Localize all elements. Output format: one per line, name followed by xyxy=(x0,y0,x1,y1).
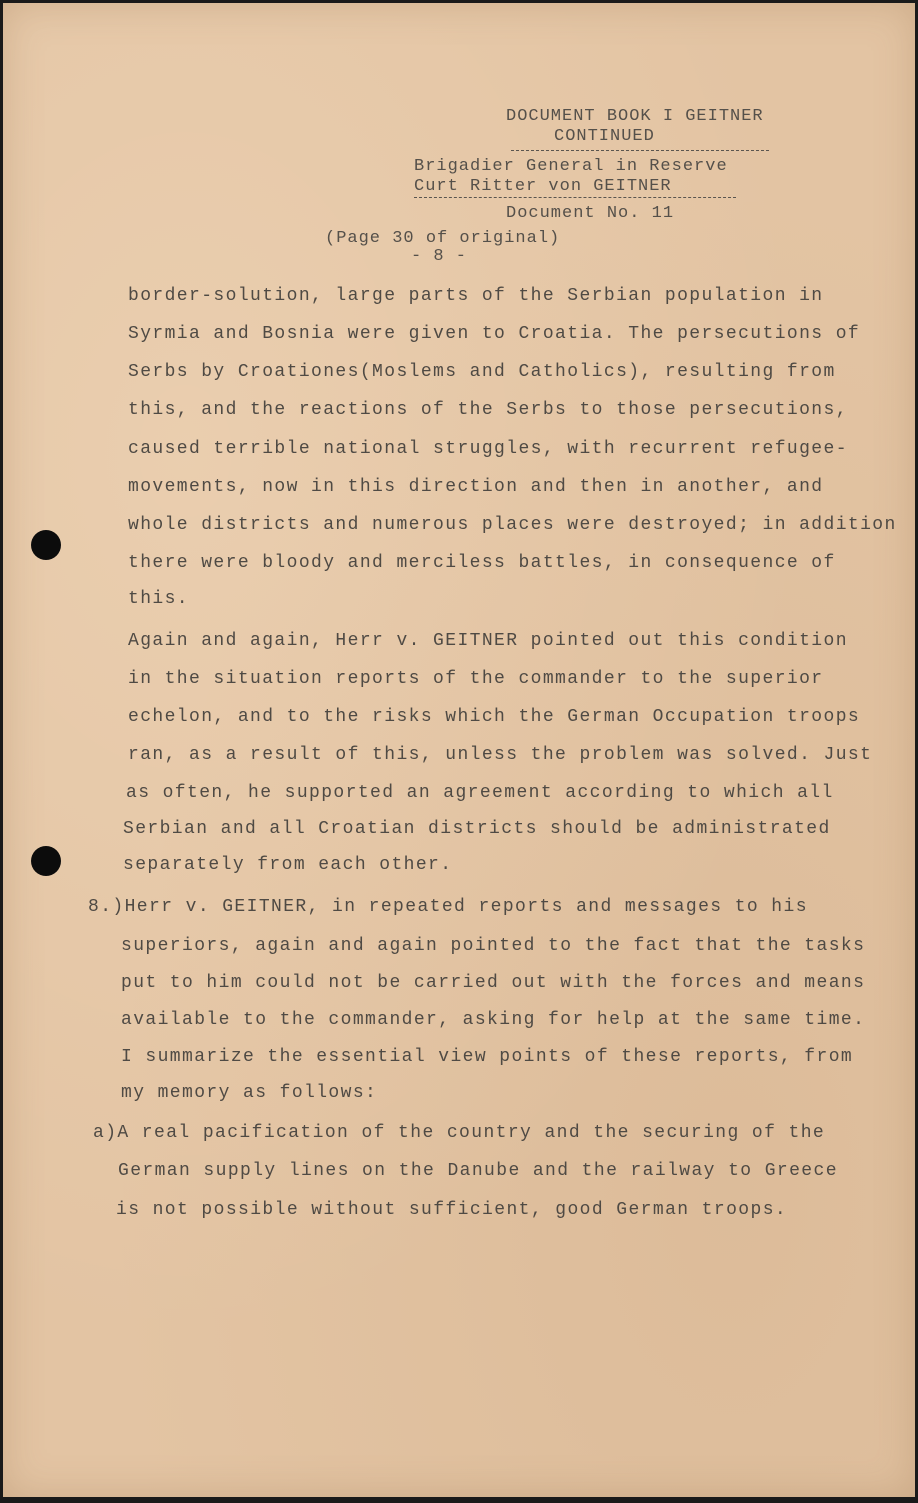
text-line: Syrmia and Bosnia were given to Croatia. The persecutions of xyxy=(128,324,861,344)
document-number: Document No. 11 xyxy=(506,204,675,223)
text-line: Again and again, Herr v. GEITNER pointed out this condition xyxy=(128,631,848,651)
text-line: is not possible without sufficient, good German troops. xyxy=(116,1200,788,1220)
page-number: - 8 - xyxy=(411,247,468,266)
text-line: this. xyxy=(128,589,190,609)
person-name: Curt Ritter von GEITNER xyxy=(414,177,672,196)
punch-hole-bottom xyxy=(31,846,61,876)
continued-underline xyxy=(511,150,769,151)
text-line: movements, now in this direction and then in another, and xyxy=(128,477,824,497)
text-line: German supply lines on the Danube and the railway to Greece xyxy=(118,1161,838,1181)
text-line: superiors, again and again pointed to the fact that the tasks xyxy=(121,936,866,956)
text-line: put to him could not be carried out with the forces and means xyxy=(121,973,866,993)
text-line: available to the commander, asking for help at the same time. xyxy=(121,1010,866,1030)
page-reference: (Page 30 of original) xyxy=(325,229,561,248)
text-line: 8.)Herr v. GEITNER, in repeated reports and messages to his xyxy=(88,897,808,917)
text-line: a)A real pacification of the country and the securing of the xyxy=(93,1123,826,1143)
text-line: my memory as follows: xyxy=(121,1083,378,1103)
continued-label: CONTINUED xyxy=(554,127,655,146)
text-line: as often, he supported an agreement according to which all xyxy=(126,783,834,803)
text-line: there were bloody and merciless battles, in consequence of xyxy=(128,553,836,573)
punch-hole-top xyxy=(31,530,61,560)
text-line: Serbs by Croationes(Moslems and Catholics), resulting from xyxy=(128,362,836,382)
text-line: caused terrible national struggles, with recurrent refugee- xyxy=(128,439,848,459)
document-page xyxy=(3,3,915,1497)
text-line: in the situation reports of the commander to the superior xyxy=(128,669,824,689)
rank-line: Brigadier General in Reserve xyxy=(414,157,728,176)
text-line: echelon, and to the risks which the German Occupation troops xyxy=(128,707,861,727)
text-line: whole districts and numerous places were destroyed; in addition xyxy=(128,515,897,535)
text-line: separately from each other. xyxy=(123,855,453,875)
document-book-title: DOCUMENT BOOK I GEITNER xyxy=(506,107,764,126)
text-line: I summarize the essential view points of these reports, from xyxy=(121,1047,854,1067)
text-line: this, and the reactions of the Serbs to those persecutions, xyxy=(128,400,848,420)
text-line: border-solution, large parts of the Serbian population in xyxy=(128,286,824,306)
text-line: ran, as a result of this, unless the problem was solved. Just xyxy=(128,745,873,765)
text-line: Serbian and all Croatian districts should be administrated xyxy=(123,819,831,839)
name-underline xyxy=(414,197,736,198)
